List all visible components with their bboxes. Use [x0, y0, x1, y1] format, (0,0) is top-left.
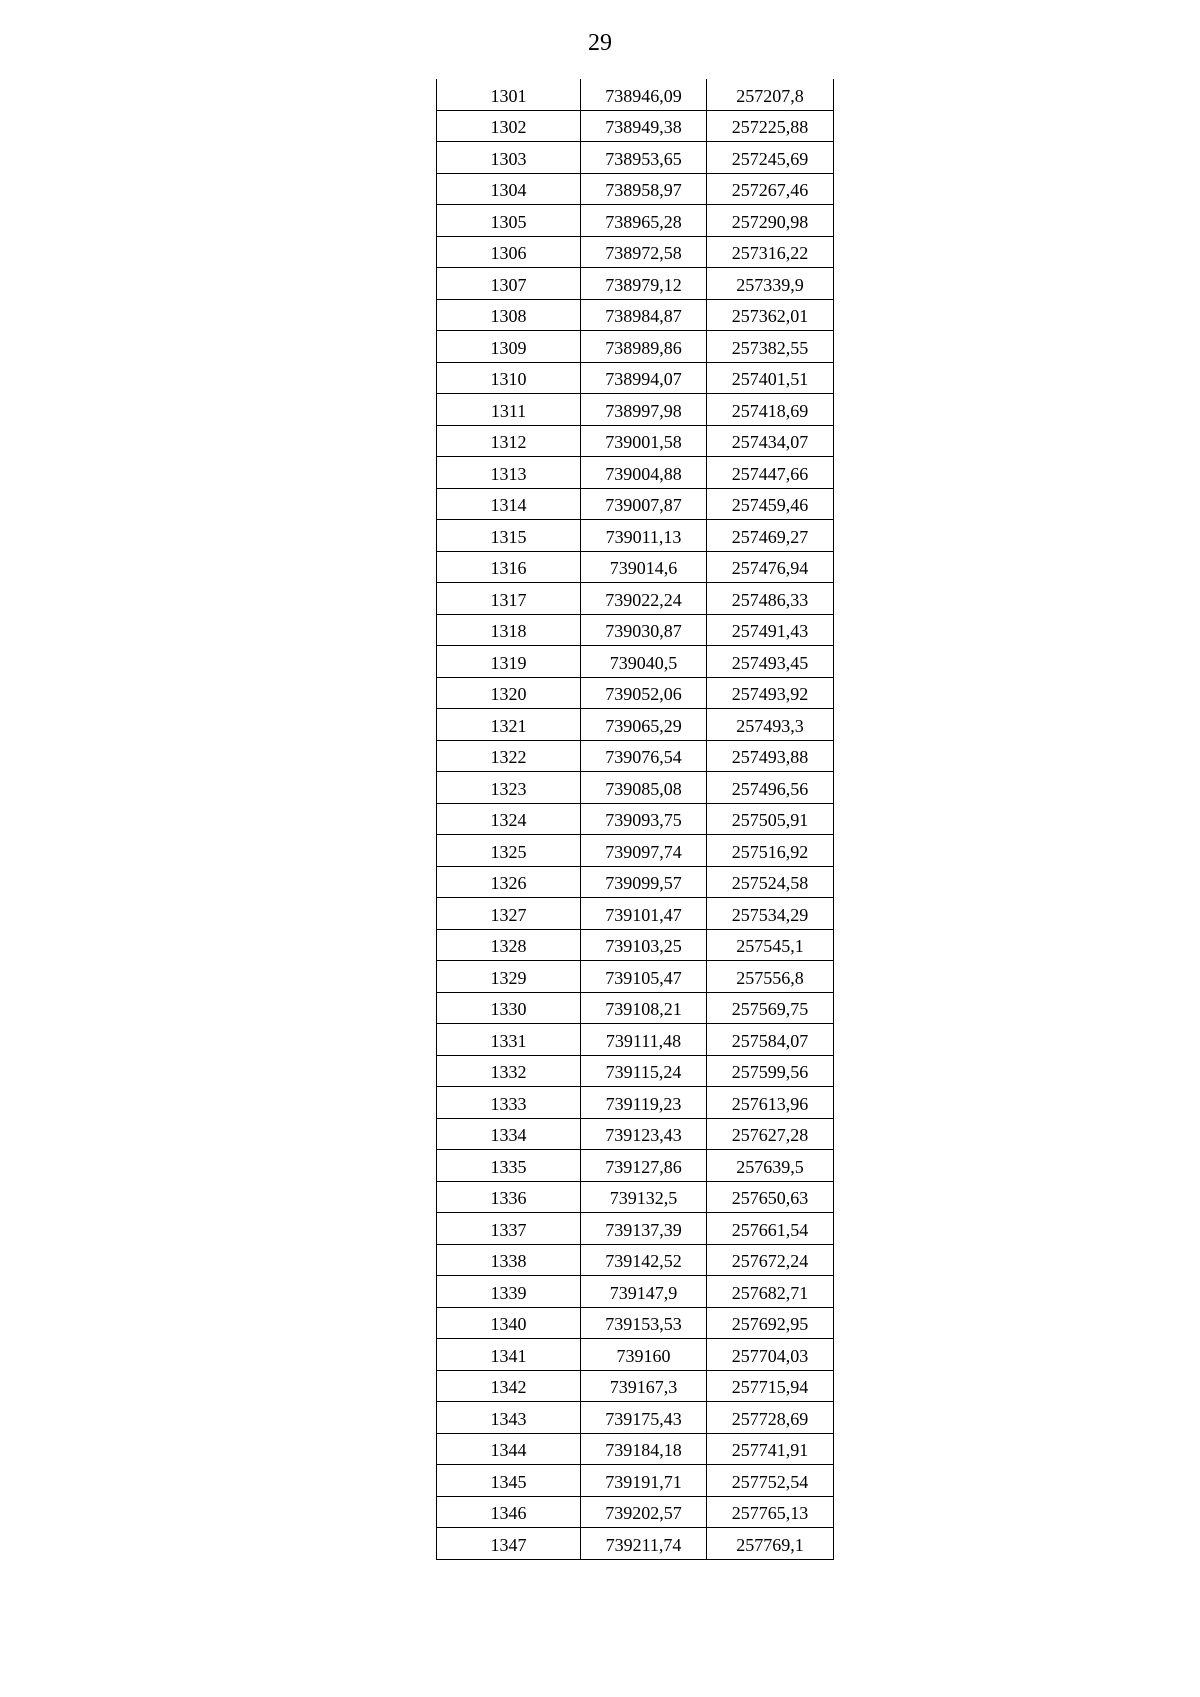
- y-coordinate-cell: 257493,92: [707, 677, 834, 709]
- y-coordinate-cell: 257362,01: [707, 299, 834, 331]
- table-row: [437, 1339, 834, 1371]
- point-number-cell: 1319: [437, 646, 581, 678]
- x-coordinate-cell: 739103,25: [581, 929, 707, 961]
- point-number-cell: 1311: [437, 394, 581, 426]
- point-number-cell: 1333: [437, 1087, 581, 1119]
- page-number: 29: [588, 30, 612, 56]
- table-row: [437, 520, 834, 552]
- point-number-cell: 1341: [437, 1339, 581, 1371]
- x-coordinate-cell: 739175,43: [581, 1402, 707, 1434]
- y-coordinate-cell: 257661,54: [707, 1213, 834, 1245]
- y-coordinate-cell: 257493,88: [707, 740, 834, 772]
- x-coordinate-cell: 739108,21: [581, 992, 707, 1024]
- x-coordinate-cell: 739127,86: [581, 1150, 707, 1182]
- table-row: [437, 1276, 834, 1308]
- table-row: [437, 1528, 834, 1560]
- point-number-cell: 1315: [437, 520, 581, 552]
- y-coordinate-cell: 257715,94: [707, 1370, 834, 1402]
- y-coordinate-cell: 257267,46: [707, 173, 834, 205]
- x-coordinate-cell: 738989,86: [581, 331, 707, 363]
- x-coordinate-cell: 739184,18: [581, 1433, 707, 1465]
- point-number-cell: 1337: [437, 1213, 581, 1245]
- y-coordinate-cell: 257769,1: [707, 1528, 834, 1560]
- point-number-cell: 1324: [437, 803, 581, 835]
- x-coordinate-cell: 738965,28: [581, 205, 707, 237]
- y-coordinate-cell: 257382,55: [707, 331, 834, 363]
- y-coordinate-cell: 257599,56: [707, 1055, 834, 1087]
- x-coordinate-cell: 739007,87: [581, 488, 707, 520]
- table-row: [437, 268, 834, 300]
- point-number-cell: 1343: [437, 1402, 581, 1434]
- y-coordinate-cell: 257704,03: [707, 1339, 834, 1371]
- table-row: [437, 488, 834, 520]
- x-coordinate-cell: 739101,47: [581, 898, 707, 930]
- x-coordinate-cell: 738979,12: [581, 268, 707, 300]
- y-coordinate-cell: 257505,91: [707, 803, 834, 835]
- point-number-cell: 1322: [437, 740, 581, 772]
- x-coordinate-cell: 739142,52: [581, 1244, 707, 1276]
- point-number-cell: 1318: [437, 614, 581, 646]
- table-row: [437, 236, 834, 268]
- table-row: [437, 425, 834, 457]
- x-coordinate-cell: 739065,29: [581, 709, 707, 741]
- table-row: [437, 583, 834, 615]
- table-row: [437, 331, 834, 363]
- point-number-cell: 1338: [437, 1244, 581, 1276]
- y-coordinate-cell: 257401,51: [707, 362, 834, 394]
- y-coordinate-cell: 257459,46: [707, 488, 834, 520]
- point-number-cell: 1347: [437, 1528, 581, 1560]
- x-coordinate-cell: 739119,23: [581, 1087, 707, 1119]
- y-coordinate-cell: 257418,69: [707, 394, 834, 426]
- point-number-cell: 1310: [437, 362, 581, 394]
- point-number-cell: 1307: [437, 268, 581, 300]
- table-row: [437, 866, 834, 898]
- y-coordinate-cell: 257225,88: [707, 110, 834, 142]
- table-row: [437, 1118, 834, 1150]
- x-coordinate-cell: 738949,38: [581, 110, 707, 142]
- table-row: [437, 173, 834, 205]
- table-row: [437, 205, 834, 237]
- table-row: [437, 1433, 834, 1465]
- x-coordinate-cell: 739011,13: [581, 520, 707, 552]
- x-coordinate-cell: 739022,24: [581, 583, 707, 615]
- y-coordinate-cell: 257692,95: [707, 1307, 834, 1339]
- y-coordinate-cell: 257207,8: [707, 79, 834, 110]
- y-coordinate-cell: 257496,56: [707, 772, 834, 804]
- y-coordinate-cell: 257524,58: [707, 866, 834, 898]
- y-coordinate-cell: 257682,71: [707, 1276, 834, 1308]
- table-row: [437, 1087, 834, 1119]
- x-coordinate-cell: 739014,6: [581, 551, 707, 583]
- point-number-cell: 1328: [437, 929, 581, 961]
- point-number-cell: 1346: [437, 1496, 581, 1528]
- coordinates-table: [436, 79, 834, 1560]
- y-coordinate-cell: 257493,3: [707, 709, 834, 741]
- y-coordinate-cell: 257741,91: [707, 1433, 834, 1465]
- x-coordinate-cell: 739030,87: [581, 614, 707, 646]
- table-row: [437, 1181, 834, 1213]
- y-coordinate-cell: 257752,54: [707, 1465, 834, 1497]
- table-row: [437, 929, 834, 961]
- x-coordinate-cell: 739191,71: [581, 1465, 707, 1497]
- table-row: [437, 1402, 834, 1434]
- point-number-cell: 1303: [437, 142, 581, 174]
- table-body: [437, 79, 834, 1559]
- table-row: [437, 677, 834, 709]
- y-coordinate-cell: 257765,13: [707, 1496, 834, 1528]
- y-coordinate-cell: 257486,33: [707, 583, 834, 615]
- table-row: [437, 1307, 834, 1339]
- table-row: [437, 961, 834, 993]
- x-coordinate-cell: 739202,57: [581, 1496, 707, 1528]
- x-coordinate-cell: 739123,43: [581, 1118, 707, 1150]
- y-coordinate-cell: 257245,69: [707, 142, 834, 174]
- point-number-cell: 1312: [437, 425, 581, 457]
- table-row: [437, 1496, 834, 1528]
- x-coordinate-cell: 739099,57: [581, 866, 707, 898]
- y-coordinate-cell: 257476,94: [707, 551, 834, 583]
- point-number-cell: 1317: [437, 583, 581, 615]
- y-coordinate-cell: 257290,98: [707, 205, 834, 237]
- y-coordinate-cell: 257613,96: [707, 1087, 834, 1119]
- x-coordinate-cell: 739040,5: [581, 646, 707, 678]
- x-coordinate-cell: 739137,39: [581, 1213, 707, 1245]
- x-coordinate-cell: 739115,24: [581, 1055, 707, 1087]
- table-row: [437, 803, 834, 835]
- table-row: [437, 1370, 834, 1402]
- point-number-cell: 1325: [437, 835, 581, 867]
- point-number-cell: 1334: [437, 1118, 581, 1150]
- x-coordinate-cell: 738984,87: [581, 299, 707, 331]
- point-number-cell: 1340: [437, 1307, 581, 1339]
- x-coordinate-cell: 739153,53: [581, 1307, 707, 1339]
- point-number-cell: 1308: [437, 299, 581, 331]
- x-coordinate-cell: 739111,48: [581, 1024, 707, 1056]
- point-number-cell: 1342: [437, 1370, 581, 1402]
- y-coordinate-cell: 257493,45: [707, 646, 834, 678]
- y-coordinate-cell: 257627,28: [707, 1118, 834, 1150]
- y-coordinate-cell: 257434,07: [707, 425, 834, 457]
- y-coordinate-cell: 257316,22: [707, 236, 834, 268]
- point-number-cell: 1305: [437, 205, 581, 237]
- table-row: [437, 835, 834, 867]
- table-row: [437, 1244, 834, 1276]
- point-number-cell: 1326: [437, 866, 581, 898]
- point-number-cell: 1301: [437, 79, 581, 110]
- y-coordinate-cell: 257672,24: [707, 1244, 834, 1276]
- x-coordinate-cell: 739001,58: [581, 425, 707, 457]
- point-number-cell: 1316: [437, 551, 581, 583]
- y-coordinate-cell: 257569,75: [707, 992, 834, 1024]
- table-row: [437, 898, 834, 930]
- x-coordinate-cell: 739085,08: [581, 772, 707, 804]
- table-row: [437, 142, 834, 174]
- x-coordinate-cell: 739093,75: [581, 803, 707, 835]
- y-coordinate-cell: 257556,8: [707, 961, 834, 993]
- x-coordinate-cell: 739160: [581, 1339, 707, 1371]
- point-number-cell: 1306: [437, 236, 581, 268]
- y-coordinate-cell: 257447,66: [707, 457, 834, 489]
- point-number-cell: 1323: [437, 772, 581, 804]
- point-number-cell: 1335: [437, 1150, 581, 1182]
- point-number-cell: 1329: [437, 961, 581, 993]
- point-number-cell: 1339: [437, 1276, 581, 1308]
- table-row: [437, 740, 834, 772]
- y-coordinate-cell: 257545,1: [707, 929, 834, 961]
- x-coordinate-cell: 739097,74: [581, 835, 707, 867]
- y-coordinate-cell: 257534,29: [707, 898, 834, 930]
- y-coordinate-cell: 257650,63: [707, 1181, 834, 1213]
- point-number-cell: 1309: [437, 331, 581, 363]
- table-row: [437, 709, 834, 741]
- x-coordinate-cell: 739132,5: [581, 1181, 707, 1213]
- x-coordinate-cell: 738997,98: [581, 394, 707, 426]
- x-coordinate-cell: 738946,09: [581, 79, 707, 110]
- x-coordinate-cell: 738994,07: [581, 362, 707, 394]
- table-row: [437, 299, 834, 331]
- y-coordinate-cell: 257584,07: [707, 1024, 834, 1056]
- x-coordinate-cell: 739211,74: [581, 1528, 707, 1560]
- point-number-cell: 1332: [437, 1055, 581, 1087]
- point-number-cell: 1327: [437, 898, 581, 930]
- x-coordinate-cell: 738972,58: [581, 236, 707, 268]
- x-coordinate-cell: 739167,3: [581, 1370, 707, 1402]
- table-row: [437, 394, 834, 426]
- x-coordinate-cell: 739105,47: [581, 961, 707, 993]
- point-number-cell: 1330: [437, 992, 581, 1024]
- y-coordinate-cell: 257339,9: [707, 268, 834, 300]
- point-number-cell: 1302: [437, 110, 581, 142]
- table-row: [437, 614, 834, 646]
- point-number-cell: 1313: [437, 457, 581, 489]
- x-coordinate-cell: 739052,06: [581, 677, 707, 709]
- point-number-cell: 1314: [437, 488, 581, 520]
- x-coordinate-cell: 738953,65: [581, 142, 707, 174]
- x-coordinate-cell: 738958,97: [581, 173, 707, 205]
- x-coordinate-cell: 739076,54: [581, 740, 707, 772]
- table-row: [437, 1055, 834, 1087]
- table-row: [437, 79, 834, 110]
- table-row: [437, 1024, 834, 1056]
- point-number-cell: 1320: [437, 677, 581, 709]
- table-row: [437, 1150, 834, 1182]
- y-coordinate-cell: 257469,27: [707, 520, 834, 552]
- point-number-cell: 1336: [437, 1181, 581, 1213]
- y-coordinate-cell: 257491,43: [707, 614, 834, 646]
- x-coordinate-cell: 739147,9: [581, 1276, 707, 1308]
- table-row: [437, 772, 834, 804]
- x-coordinate-cell: 739004,88: [581, 457, 707, 489]
- table-row: [437, 992, 834, 1024]
- table-row: [437, 1465, 834, 1497]
- point-number-cell: 1344: [437, 1433, 581, 1465]
- table-row: [437, 551, 834, 583]
- point-number-cell: 1345: [437, 1465, 581, 1497]
- table-row: [437, 362, 834, 394]
- table-row: [437, 1213, 834, 1245]
- y-coordinate-cell: 257639,5: [707, 1150, 834, 1182]
- table-row: [437, 457, 834, 489]
- table-row: [437, 646, 834, 678]
- y-coordinate-cell: 257728,69: [707, 1402, 834, 1434]
- point-number-cell: 1304: [437, 173, 581, 205]
- point-number-cell: 1321: [437, 709, 581, 741]
- table-row: [437, 110, 834, 142]
- point-number-cell: 1331: [437, 1024, 581, 1056]
- y-coordinate-cell: 257516,92: [707, 835, 834, 867]
